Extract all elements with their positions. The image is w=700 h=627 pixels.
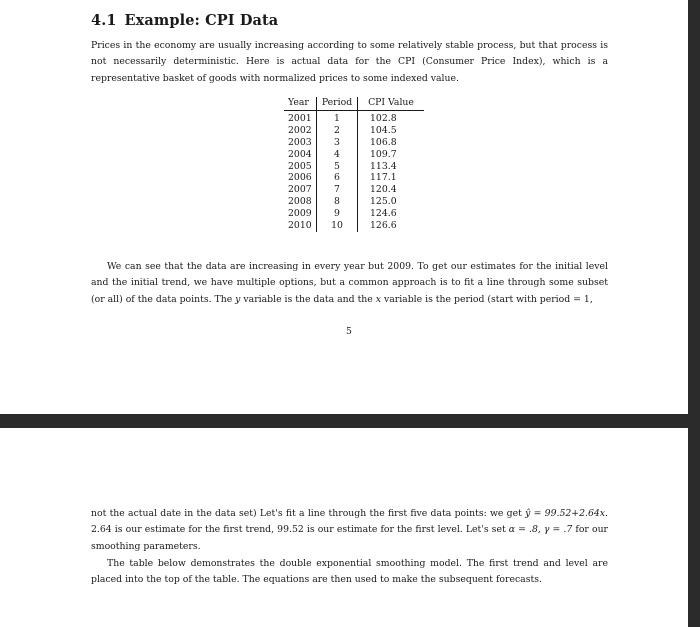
column-header-cpi-value: CPI Value xyxy=(358,97,425,110)
analysis-text-mid: variable is the data and the xyxy=(240,293,376,305)
table-row xyxy=(284,161,424,173)
intro-paragraph: Prices in the economy are usually increasing according to some relatively stable process, but that process is not necessarily deterministic. Here is actual data for the CPI (Consumer Price Index), which is a representative basket of goods with normalized prices to some indexed value. xyxy=(91,40,608,84)
table-row xyxy=(284,172,424,184)
line-fit-text-b: . 2.64 is our estimate for the first trend, 99.52 is our estimate for the first level. Let's set xyxy=(91,508,608,536)
column-header-year: Year xyxy=(284,97,317,110)
cell-period: 7 xyxy=(317,184,358,196)
table-row xyxy=(284,137,424,149)
line-fit-text-c: for our smoothing parameters. xyxy=(91,524,608,552)
cell-period: 5 xyxy=(317,161,358,173)
cell-cpi-value: 117.1 xyxy=(370,172,397,184)
section-heading xyxy=(91,12,278,29)
cell-period: 10 xyxy=(317,220,358,232)
cell-year: 2002 xyxy=(284,125,317,137)
cell-year: 2005 xyxy=(284,161,317,173)
cell-period: 1 xyxy=(317,110,358,124)
cell-cpi-value: 126.6 xyxy=(370,220,397,232)
cell-period: 8 xyxy=(317,196,358,208)
variable-x: x xyxy=(375,293,382,305)
table-row xyxy=(284,125,424,137)
page-number: 5 xyxy=(346,326,352,337)
analysis-text-start: We can see that the data are increasing in every year but 2009. To get our estimates for the initial level and the initial trend, we have multiple options, but a common approach is to fit a line through some subset (or all) of the data points. The xyxy=(91,261,608,305)
cell-year: 2007 xyxy=(284,184,317,196)
smoothing-parameters: α = .8, γ = .7 xyxy=(508,524,573,536)
document-page-2 xyxy=(0,428,688,627)
cell-year: 2008 xyxy=(284,196,317,208)
cell-cpi-value: 106.8 xyxy=(370,136,397,148)
cell-cpi-value: 109.7 xyxy=(370,148,397,160)
table-row xyxy=(284,184,424,196)
table-intro-paragraph: The table below demonstrates the double exponential smoothing model. The first trend and level are placed into the top of the table. The equations are then used to make the subsequent forecasts. xyxy=(91,558,608,586)
section-number: 4.1 xyxy=(91,12,117,29)
section-title: Example: CPI Data xyxy=(124,12,279,29)
cell-period: 4 xyxy=(317,149,358,161)
line-fit-paragraph xyxy=(91,506,608,555)
table-row xyxy=(284,196,424,208)
table-header-row xyxy=(284,97,424,110)
cell-cpi-value: 113.4 xyxy=(370,160,397,172)
table-row xyxy=(284,110,424,124)
cell-year: 2006 xyxy=(284,172,317,184)
cpi-data-table xyxy=(284,97,424,232)
cell-year: 2010 xyxy=(284,220,317,232)
regression-equation: ŷ = 99.52+2.64x xyxy=(525,508,606,519)
cell-year: 2001 xyxy=(284,110,317,124)
cell-cpi-value: 124.6 xyxy=(370,208,397,220)
table-row xyxy=(284,220,424,232)
cell-cpi-value: 102.8 xyxy=(370,112,397,124)
cell-cpi-value: 120.4 xyxy=(370,184,397,196)
cell-period: 3 xyxy=(317,137,358,149)
cell-year: 2003 xyxy=(284,137,317,149)
cell-cpi-value: 104.5 xyxy=(370,124,397,136)
cell-year: 2009 xyxy=(284,208,317,220)
cell-period: 9 xyxy=(317,208,358,220)
cell-year: 2004 xyxy=(284,149,317,161)
line-fit-text-a: not the actual date in the data set) Let's fit a line through the first five data points: we get xyxy=(91,508,526,519)
cell-period: 2 xyxy=(317,125,358,137)
cell-cpi-value: 125.0 xyxy=(370,196,397,208)
column-header-period: Period xyxy=(317,97,358,110)
variable-y: y xyxy=(235,293,241,305)
cell-period: 6 xyxy=(317,172,358,184)
analysis-text-end: variable is the period (start with period = 1, xyxy=(381,293,593,305)
analysis-paragraph xyxy=(91,259,608,308)
table-row xyxy=(284,149,424,161)
table-row xyxy=(284,208,424,220)
